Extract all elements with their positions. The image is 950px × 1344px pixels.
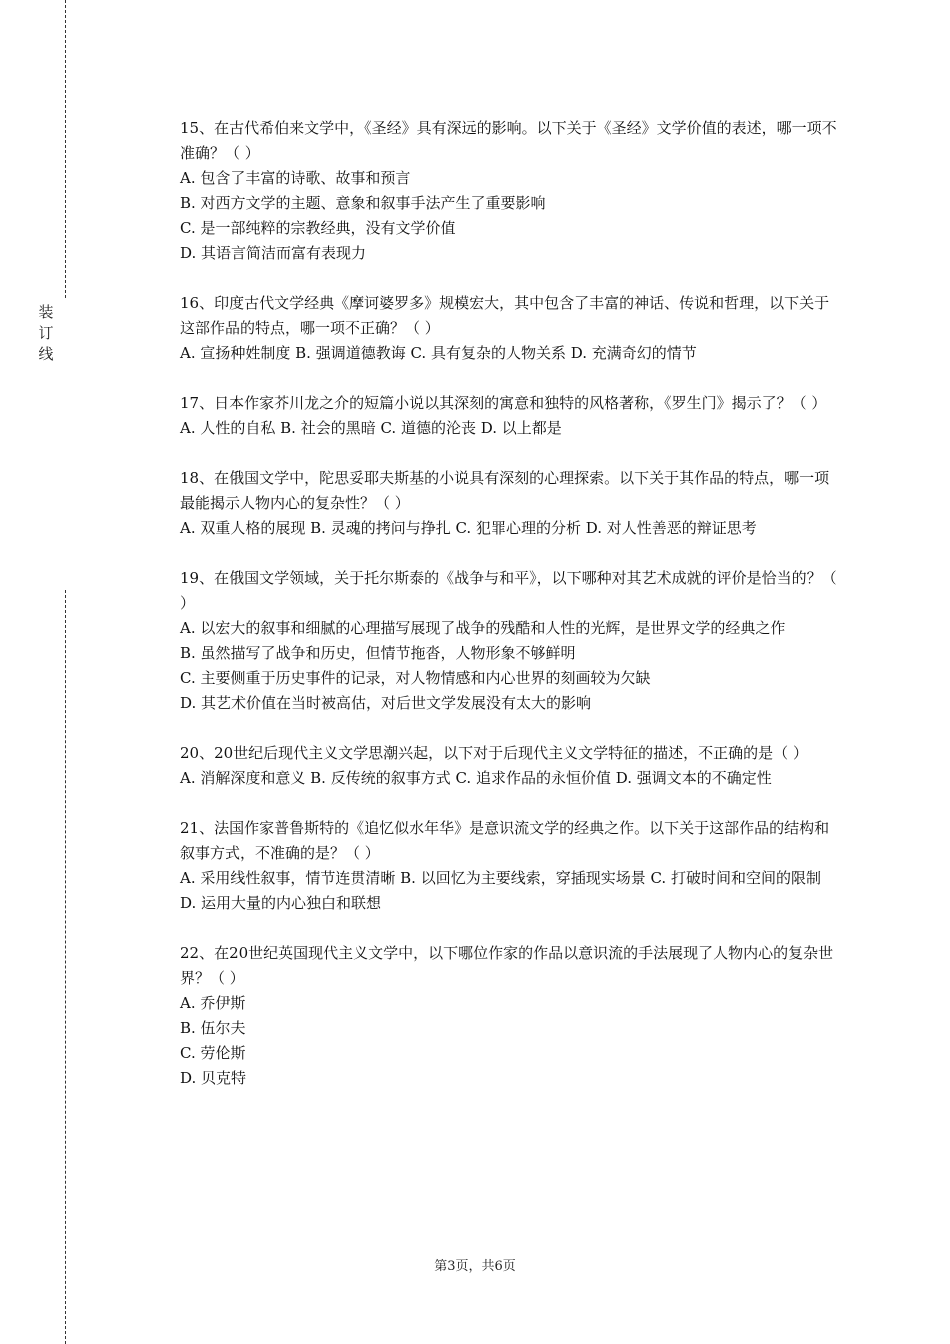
option-b: B. 对西方文学的主题、意象和叙事手法产生了重要影响 bbox=[180, 194, 546, 212]
question-stem: 16、印度古代文学经典《摩诃婆罗多》规模宏大，其中包含了丰富的神话、传说和哲理，以下关于这部作品的特点，哪一项不正确？（ ） bbox=[180, 294, 830, 337]
question-19 bbox=[180, 566, 840, 716]
question-stem: 17、日本作家芥川龙之介的短篇小说以其深刻的寓意和独特的风格著称，《罗生门》揭示了？（ ） bbox=[180, 394, 827, 412]
binding-line-bottom bbox=[65, 590, 66, 1344]
option-d: D. 其艺术价值在当时被高估，对后世文学发展没有太大的影响 bbox=[180, 694, 592, 712]
question-21 bbox=[180, 816, 840, 916]
binding-line-top bbox=[65, 0, 66, 298]
question-20 bbox=[180, 741, 840, 791]
question-stem: 18、在俄国文学中，陀思妥耶夫斯基的小说具有深刻的心理探索。以下关于其作品的特点，哪一项最能揭示人物内心的复杂性？（ ） bbox=[180, 469, 830, 512]
binding-label-char: 订 bbox=[38, 324, 54, 342]
options-inline: A. 双重人格的展现 B. 灵魂的拷问与挣扎 C. 犯罪心理的分析 D. 对人性善恶的辩证思考 bbox=[180, 519, 757, 537]
option-a: A. 乔伊斯 bbox=[180, 994, 246, 1012]
option-b: B. 虽然描写了战争和历史，但情节拖沓，人物形象不够鲜明 bbox=[180, 644, 576, 662]
option-c: C. 是一部纯粹的宗教经典，没有文学价值 bbox=[180, 219, 456, 237]
question-stem: 15、在古代希伯来文学中，《圣经》具有深远的影响。以下关于《圣经》文学价值的表述，哪一项不准确？（ ） bbox=[180, 119, 837, 162]
binding-label-char: 线 bbox=[38, 345, 54, 363]
question-16 bbox=[180, 291, 840, 366]
options-inline: A. 消解深度和意义 B. 反传统的叙事方式 C. 追求作品的永恒价值 D. 强调文本的不确定性 bbox=[180, 769, 772, 787]
question-17 bbox=[180, 391, 840, 441]
question-stem: 21、法国作家普鲁斯特的《追忆似水年华》是意识流文学的经典之作。以下关于这部作品的结构和叙事方式，不准确的是？（ ） bbox=[180, 819, 830, 862]
question-15 bbox=[180, 116, 840, 266]
binding-label bbox=[36, 302, 56, 365]
option-b: B. 伍尔夫 bbox=[180, 1019, 246, 1037]
question-stem: 22、在20世纪英国现代主义文学中，以下哪位作家的作品以意识流的手法展现了人物内心的复杂世界？（ ） bbox=[180, 944, 834, 987]
question-stem: 20、20世纪后现代主义文学思潮兴起，以下对于后现代主义文学特征的描述，不正确的是（ ） bbox=[180, 744, 808, 762]
option-a: A. 以宏大的叙事和细腻的心理描写展现了战争的残酷和人性的光辉，是世界文学的经典之作 bbox=[180, 619, 786, 637]
option-d: D. 贝克特 bbox=[180, 1069, 247, 1087]
options-inline: A. 采用线性叙事，情节连贯清晰 B. 以回忆为主要线索，穿插现实场景 C. 打破时间和空间的限制 D. 运用大量的内心独白和联想 bbox=[180, 869, 821, 912]
option-c: C. 主要侧重于历史事件的记录，对人物情感和内心世界的刻画较为欠缺 bbox=[180, 669, 651, 687]
page-footer: 第3页，共6页 bbox=[434, 1259, 516, 1274]
option-c: C. 劳伦斯 bbox=[180, 1044, 246, 1062]
question-22 bbox=[180, 941, 840, 1091]
question-list bbox=[180, 116, 840, 1116]
binding-label-char: 装 bbox=[38, 303, 54, 321]
options-inline: A. 宣扬种姓制度 B. 强调道德教诲 C. 具有复杂的人物关系 D. 充满奇幻的情节 bbox=[180, 344, 697, 362]
option-d: D. 其语言简洁而富有表现力 bbox=[180, 244, 367, 262]
question-18 bbox=[180, 466, 840, 541]
question-stem: 19、在俄国文学领域，关于托尔斯泰的《战争与和平》，以下哪种对其艺术成就的评价是恰当的？（ ） bbox=[180, 569, 837, 612]
option-a: A. 包含了丰富的诗歌、故事和预言 bbox=[180, 169, 411, 187]
options-inline: A. 人性的自私 B. 社会的黑暗 C. 道德的沦丧 D. 以上都是 bbox=[180, 419, 562, 437]
